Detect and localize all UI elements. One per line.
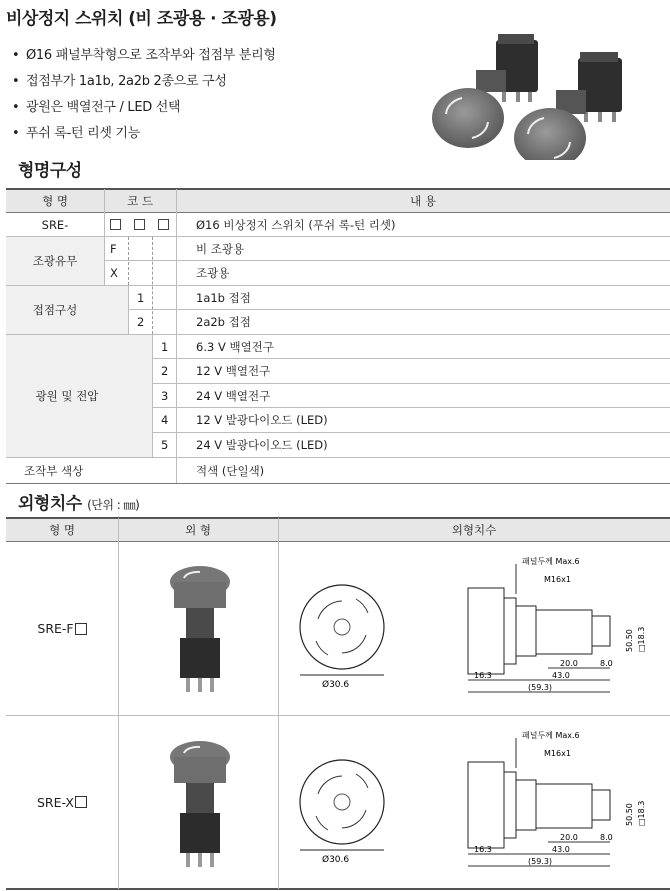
bullet-mark: •	[12, 126, 20, 141]
group-label-lighting: 조광유무	[32, 254, 78, 268]
d20-f: 20.0	[560, 659, 578, 668]
desc-contact-1: 1a1b 접점	[196, 290, 251, 305]
desc-light-3: 24 V 백열전구	[196, 388, 271, 403]
code-light-4: 4	[161, 413, 169, 427]
front-view-f	[296, 575, 396, 695]
section-title-dimensions: 외형치수 (단위 : ㎜)	[18, 494, 140, 514]
color-label: 조작부 색상	[24, 463, 84, 478]
d8-x: 8.0	[600, 833, 613, 842]
code-box-1	[110, 219, 121, 230]
d8-f: 8.0	[600, 659, 613, 668]
bullet-mark: •	[12, 74, 20, 89]
header-content: 내 용	[410, 194, 436, 208]
color-value: 적색 (단일색)	[196, 463, 265, 478]
dim-header-model: 형 명	[49, 523, 75, 537]
thread-x: M16x1	[544, 749, 571, 758]
d18-x: □18.3	[637, 800, 646, 826]
code-light-3: 3	[161, 388, 169, 403]
outline-photo-x	[160, 735, 240, 875]
panel-f: 패널두께 Max.6	[522, 557, 580, 566]
d16-f: 16.3	[474, 671, 492, 680]
model-sre-x: SRE-X	[6, 716, 118, 888]
desc-light-2: 12 V 백열전구	[196, 364, 271, 378]
unit-label: (단위 : ㎜)	[87, 498, 140, 512]
d43-f: 43.0	[552, 671, 570, 680]
code-contact-2: 2	[137, 315, 145, 329]
thread-f: M16x1	[544, 575, 571, 584]
desc-X: 조광용	[196, 266, 230, 280]
group-label-contact: 접점구성	[32, 303, 78, 317]
side-view-x	[456, 726, 666, 876]
d50-f: 50.50	[625, 629, 634, 652]
header-model: 형 명	[42, 194, 68, 208]
d59-x: (59.3)	[528, 857, 553, 866]
side-view-f	[456, 552, 666, 702]
code-light-2: 2	[161, 364, 169, 378]
model-desc: Ø16 비상정지 스위치 (푸쉬 록-턴 리셋)	[196, 217, 396, 232]
d20-x: 20.0	[560, 833, 578, 842]
bullet-item-2: • 접점부가 1a1b, 2a2b 2종으로 구성	[12, 74, 227, 89]
d50-x: 50.50	[625, 803, 634, 826]
d16-x: 16.3	[474, 845, 492, 854]
code-contact-1: 1	[137, 290, 145, 305]
dim-header-dims: 외형치수	[451, 523, 497, 537]
code-F: F	[110, 241, 117, 256]
product-photo	[428, 30, 658, 160]
d43-x: 43.0	[552, 845, 570, 854]
panel-x: 패널두께 Max.6	[522, 731, 580, 740]
section-title-model: 형명구성	[18, 161, 82, 181]
page-title: 비상정지 스위치 (비 조광용 · 조광용)	[6, 9, 277, 29]
desc-light-1: 6.3 V 백열전구	[196, 339, 274, 354]
code-light-5: 5	[161, 438, 169, 452]
header-code: 코 드	[127, 194, 153, 208]
code-light-1: 1	[161, 339, 169, 354]
desc-F: 비 조광용	[196, 241, 245, 256]
dim-header-outline: 외 형	[185, 523, 211, 537]
front-dia-f: Ø30.6	[322, 680, 350, 690]
d18-f: □18.3	[637, 626, 646, 652]
d59-f: (59.3)	[528, 683, 553, 692]
desc-light-4: 12 V 발광다이오드 (LED)	[196, 413, 328, 427]
bullet-item-3: • 광원은 백열전구 / LED 선택	[12, 100, 181, 115]
bullet-item-1: • Ø16 패널부착형으로 조작부와 접점부 분리형	[12, 48, 276, 63]
code-box-3	[158, 219, 169, 230]
group-label-light-source: 광원 및 전압	[35, 389, 99, 403]
outline-photo-f	[160, 560, 240, 700]
code-X: X	[110, 266, 118, 280]
desc-contact-2: 2a2b 접점	[196, 315, 251, 329]
front-dia-x: Ø30.6	[322, 855, 350, 865]
bullet-mark: •	[12, 100, 20, 115]
bullet-item-4: • 푸쉬 록-턴 리셋 기능	[12, 126, 140, 141]
desc-light-5: 24 V 발광다이오드 (LED)	[196, 438, 328, 452]
model-prefix: SRE-	[41, 217, 69, 232]
model-sre-f: SRE-F	[6, 542, 118, 715]
code-box-2	[134, 219, 145, 230]
bullet-mark: •	[12, 48, 20, 63]
front-view-x	[296, 750, 396, 870]
